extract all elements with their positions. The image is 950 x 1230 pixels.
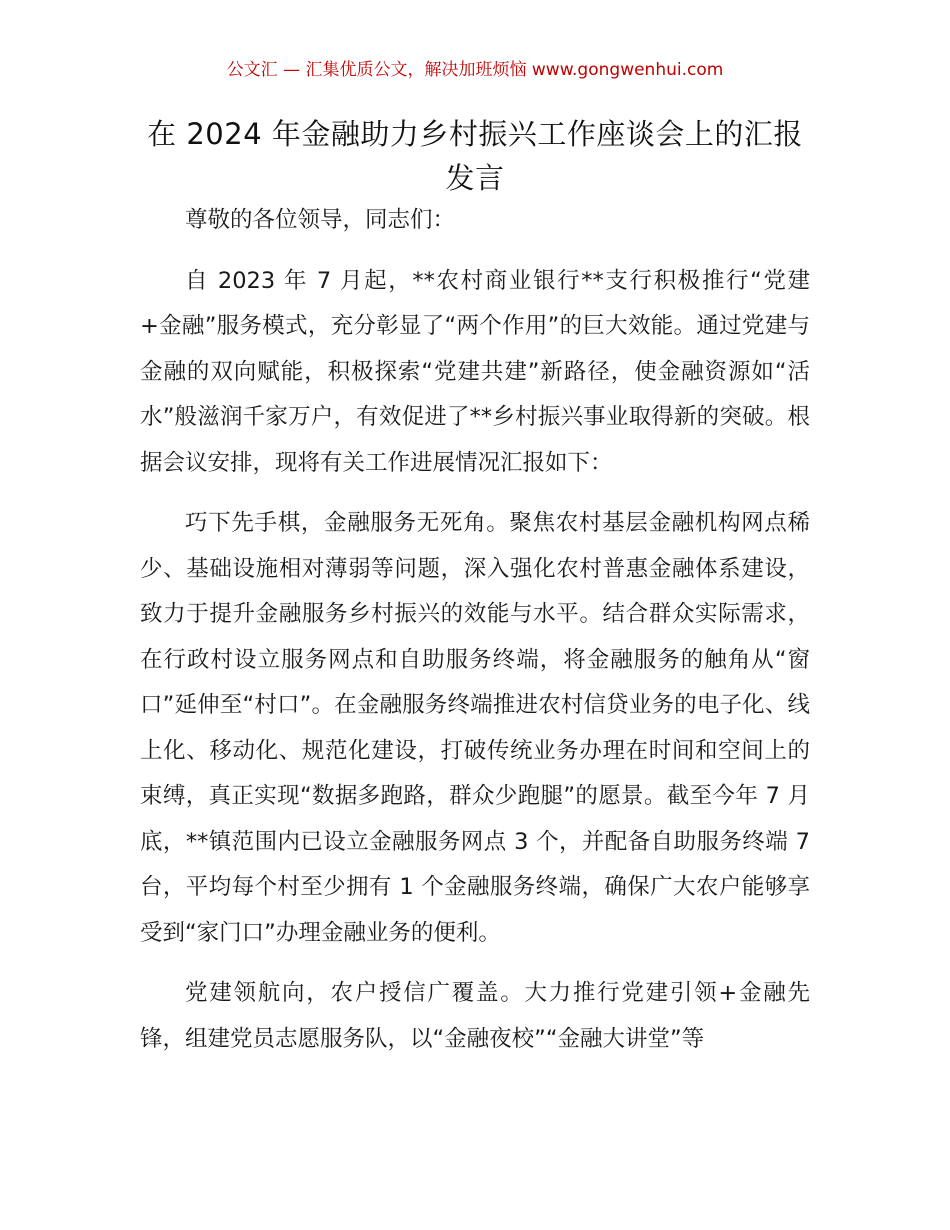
paragraph-party-building: 党建领航向，农户授信广覆盖。大力推行党建引领+金融先锋，组建党员志愿服务队，以“金融夜校”“金融大讲堂”等 xyxy=(140,980,810,1052)
salutation: 尊敬的各位领导，同志们： xyxy=(185,207,456,233)
document-title: 在 2024 年金融助力乡村振兴工作座谈会上的汇报发言 xyxy=(147,117,803,195)
document-body xyxy=(140,198,810,1077)
paragraph-financial-services: 巧下先手棋，金融服务无死角。聚焦农村基层金融机构网点稀少、基础设施相对薄弱等问题，深入强化农村普惠金融体系建设，致力于提升金融服务乡村振兴的效能与水平。结合群众实际需求，在行政村设立服务网点和自助服务终端，将金融服务的触角从“窗口”延伸至“村口”。在金融服务终端推进农村信贷业务的电子化、线上化、移动化、规范化建设，打破传统业务办理在时间和空间上的束缚，真正实现“数据多跑路，群众少跑腿”的愿景。截至今年 7 月底，**镇范围内已设立金融服务网点 3 个，并配备自助服务终端 7 台，平均每个村至少拥有 1 个金融服务终端，确保广大农户能够享受到“家门口”办理金融业务的便利。 xyxy=(140,510,810,946)
paragraph-intro: 自 2023 年 7 月起，**农村商业银行**支行积极推行“党建+金融”服务模式，充分彰显了“两个作用”的巨大效能。通过党建与金融的双向赋能，积极探索“党建共建”新路径，使金融资源如“活水”般滋润千家万户，有效促进了**乡村振兴事业取得新的突破。根据会议安排，现将有关工作进展情况汇报如下： xyxy=(140,267,810,476)
site-banner: 公文汇 — 汇集优质公文，解决加班烦恼 www.gongwenhui.com xyxy=(226,60,724,80)
